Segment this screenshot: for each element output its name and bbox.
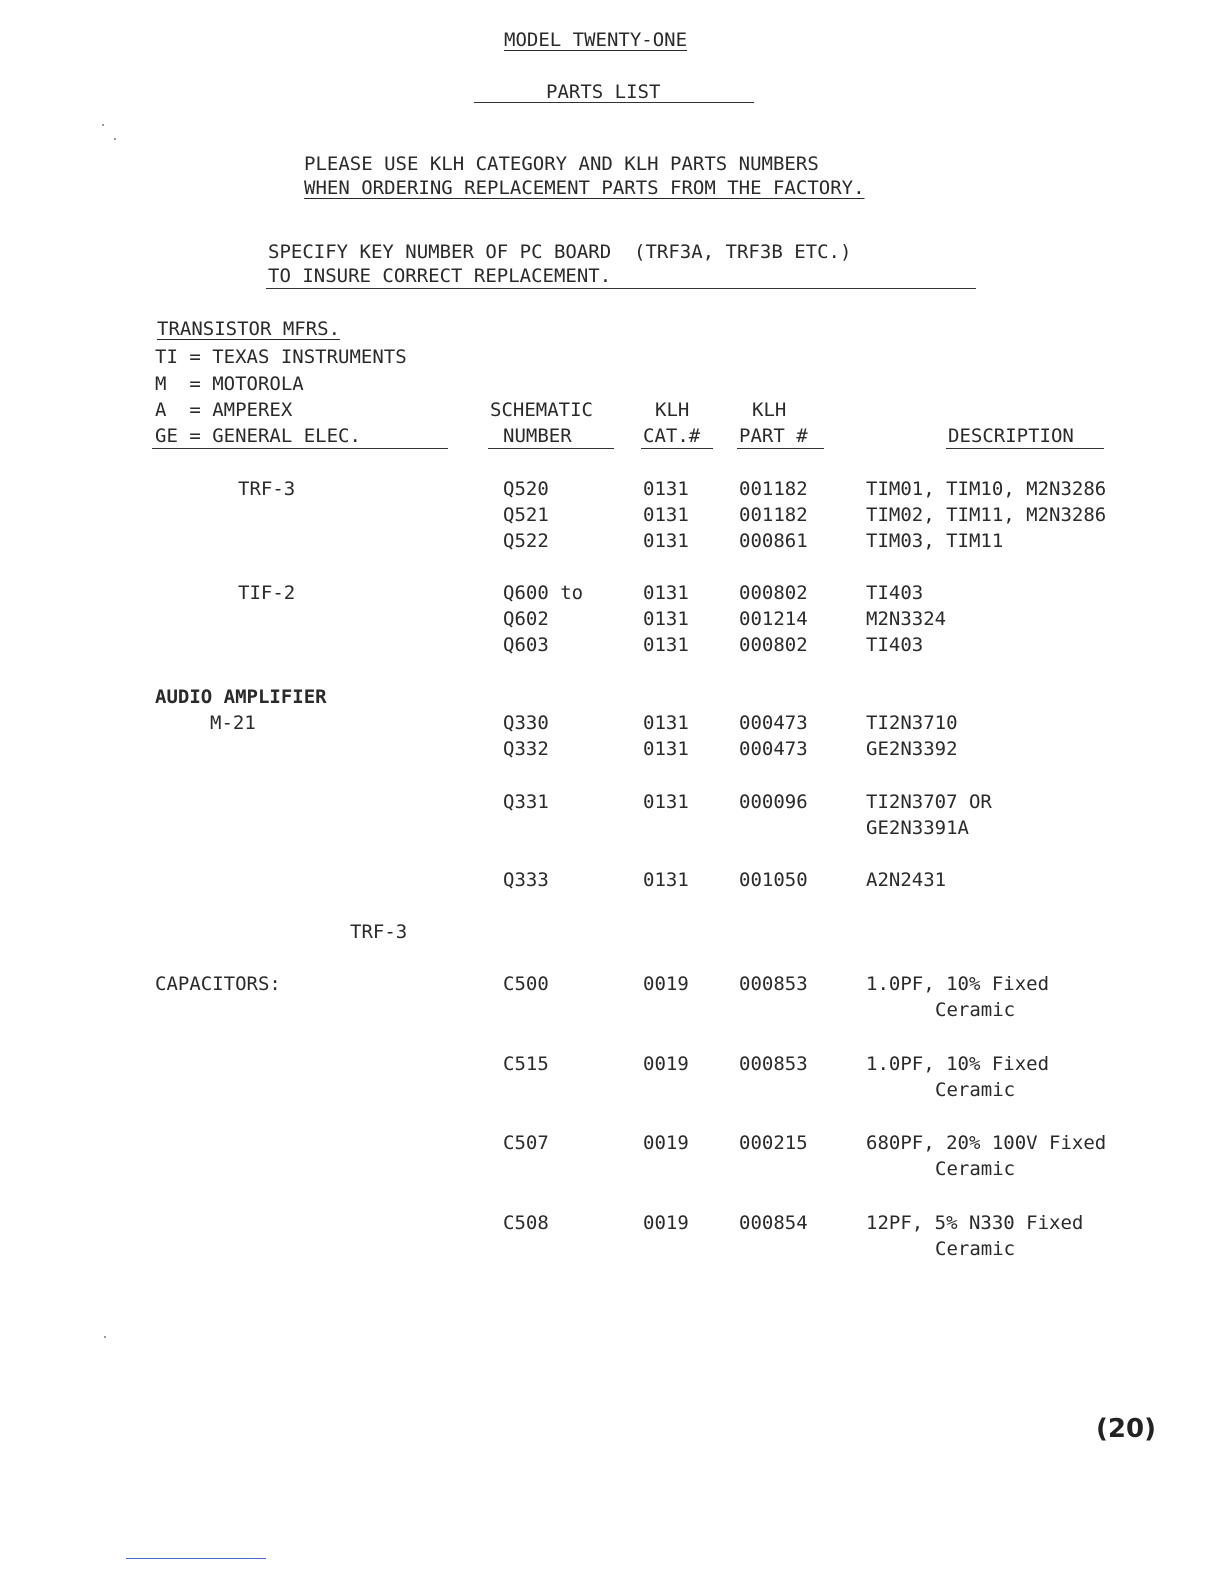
column-rule: [641, 448, 713, 449]
klh-cat-number: 0019: [643, 1212, 689, 1234]
legend-item: TI = TEXAS INSTRUMENTS: [155, 346, 407, 368]
column-rule: [737, 448, 824, 449]
column-header-cat: CAT.#: [643, 425, 701, 447]
klh-part-number: 001182: [739, 478, 808, 500]
klh-part-number: 000096: [739, 791, 808, 813]
instruction-line: PLEASE USE KLH CATEGORY AND KLH PARTS NUMBERS: [304, 153, 819, 175]
klh-cat-number: 0019: [643, 973, 689, 995]
group-label: CAPACITORS:: [155, 973, 281, 995]
schematic-number: Q521: [503, 504, 549, 526]
page-subtitle: PARTS LIST: [546, 81, 661, 103]
page-number: (20): [1096, 1414, 1156, 1444]
part-description-cont: Ceramic: [935, 1238, 1016, 1260]
schematic-number: Q603: [503, 634, 549, 656]
klh-part-number: 001050: [739, 869, 808, 891]
klh-cat-number: 0131: [643, 712, 689, 734]
legend-title: TRANSISTOR MFRS.: [157, 318, 341, 340]
schematic-number: Q333: [503, 869, 549, 891]
column-rule: [946, 448, 1104, 449]
subtitle-rule: [474, 102, 754, 103]
group-label: M-21: [210, 712, 256, 734]
klh-part-number: 000802: [739, 582, 808, 604]
klh-part-number: 000802: [739, 634, 808, 656]
part-description: TIM02, TIM11, M2N3286: [866, 504, 1107, 526]
part-description-cont: Ceramic: [935, 1158, 1016, 1180]
klh-cat-number: 0131: [643, 738, 689, 760]
instruction-line: TO INSURE CORRECT REPLACEMENT.: [268, 265, 612, 287]
scan-speck: [114, 138, 116, 140]
part-description: GE2N3392: [866, 738, 958, 760]
part-description: TIM03, TIM11: [866, 530, 1004, 552]
column-header-part: KLH: [752, 399, 787, 421]
klh-cat-number: 0131: [643, 530, 689, 552]
part-description: TI403: [866, 582, 924, 604]
klh-part-number: 000853: [739, 973, 808, 995]
part-description: 1.0PF, 10% Fixed: [866, 1053, 1050, 1075]
part-description-cont: Ceramic: [935, 1079, 1016, 1101]
klh-cat-number: 0131: [643, 504, 689, 526]
group-label: TIF-2: [238, 582, 296, 604]
schematic-number: Q331: [503, 791, 549, 813]
group-label: TRF-3: [238, 478, 296, 500]
klh-cat-number: 0131: [643, 582, 689, 604]
klh-part-number: 000854: [739, 1212, 808, 1234]
klh-cat-number: 0131: [643, 634, 689, 656]
legend-item: A = AMPEREX: [155, 399, 293, 421]
klh-cat-number: 0019: [643, 1132, 689, 1154]
klh-cat-number: 0131: [643, 478, 689, 500]
schematic-number: Q332: [503, 738, 549, 760]
klh-part-number: 000853: [739, 1053, 808, 1075]
group-label: AUDIO AMPLIFIER: [155, 686, 327, 708]
schematic-number: C508: [503, 1212, 549, 1234]
part-description: M2N3324: [866, 608, 947, 630]
klh-part-number: 001182: [739, 504, 808, 526]
schematic-number: C507: [503, 1132, 549, 1154]
instruction-line: WHEN ORDERING REPLACEMENT PARTS FROM THE FACTORY.: [304, 177, 865, 199]
schematic-number: Q600 to: [503, 582, 584, 604]
column-header-cat: KLH: [655, 399, 690, 421]
part-description: TI403: [866, 634, 924, 656]
legend-item: GE = GENERAL ELEC.: [155, 425, 361, 447]
schematic-number: Q602: [503, 608, 549, 630]
schematic-number: Q522: [503, 530, 549, 552]
column-header-schematic: NUMBER: [503, 425, 572, 447]
scan-mark: [126, 1558, 266, 1559]
klh-part-number: 001214: [739, 608, 808, 630]
legend-rule: [152, 448, 448, 449]
scan-speck: [102, 124, 104, 126]
part-description: 1.0PF, 10% Fixed: [866, 973, 1050, 995]
page-title: MODEL TWENTY-ONE: [504, 29, 688, 51]
part-description: A2N2431: [866, 869, 947, 891]
klh-part-number: 000861: [739, 530, 808, 552]
column-header-part: PART #: [739, 425, 808, 447]
klh-cat-number: 0131: [643, 791, 689, 813]
schematic-number: Q330: [503, 712, 549, 734]
klh-cat-number: 0019: [643, 1053, 689, 1075]
schematic-number: C515: [503, 1053, 549, 1075]
part-description-cont: GE2N3391A: [866, 817, 969, 839]
legend-item: M = MOTOROLA: [155, 373, 304, 395]
klh-cat-number: 0131: [643, 608, 689, 630]
scan-speck: [104, 1336, 106, 1338]
instruction-line: SPECIFY KEY NUMBER OF PC BOARD (TRF3A, TRF3B ETC.): [268, 241, 852, 263]
part-description: 12PF, 5% N330 Fixed: [866, 1212, 1084, 1234]
part-description-cont: Ceramic: [935, 999, 1016, 1021]
part-description: 680PF, 20% 100V Fixed: [866, 1132, 1107, 1154]
schematic-number: Q520: [503, 478, 549, 500]
klh-part-number: 000473: [739, 738, 808, 760]
part-description: TI2N3710: [866, 712, 958, 734]
klh-part-number: 000215: [739, 1132, 808, 1154]
column-header-schematic: SCHEMATIC: [490, 399, 593, 421]
part-description: TIM01, TIM10, M2N3286: [866, 478, 1107, 500]
instruction-rule: [266, 288, 976, 289]
group-label: TRF-3: [350, 921, 408, 943]
column-rule: [488, 448, 614, 449]
column-header-description: DESCRIPTION: [948, 425, 1074, 447]
schematic-number: C500: [503, 973, 549, 995]
part-description: TI2N3707 OR: [866, 791, 992, 813]
klh-cat-number: 0131: [643, 869, 689, 891]
klh-part-number: 000473: [739, 712, 808, 734]
